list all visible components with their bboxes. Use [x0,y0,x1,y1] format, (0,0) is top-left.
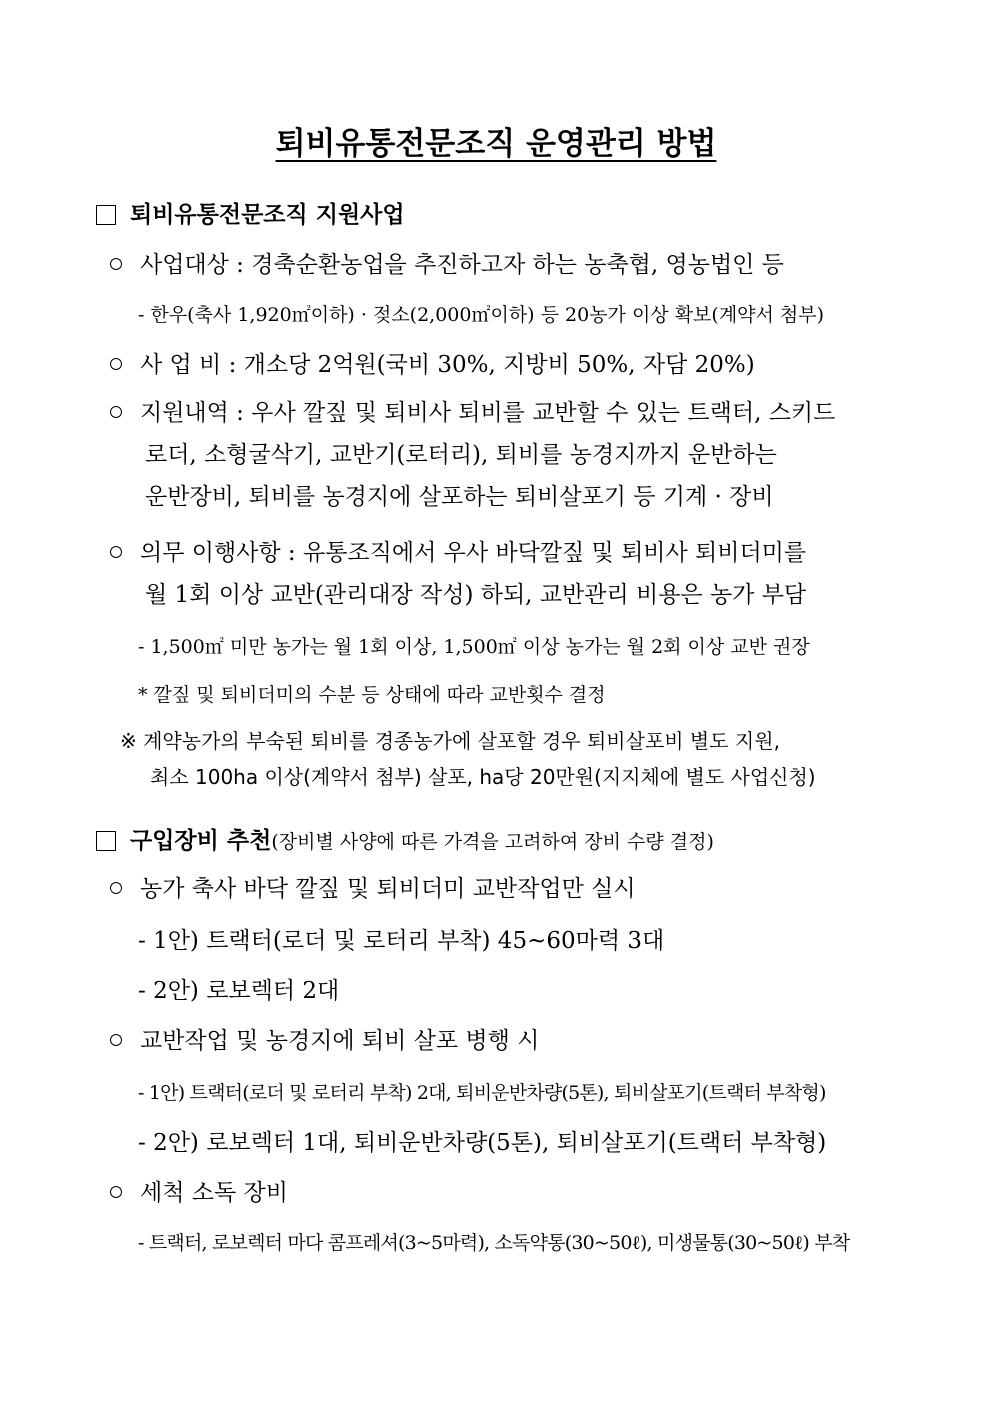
mixing-spreading-text: 교반작업 및 농경지에 퇴비 살포 병행 시 [140,1028,540,1054]
mixing-spreading-option-1: - 1안) 트랙터(로더 및 로터리 부착) 2대, 퇴비운반차량(5톤), 퇴비살포기(트랙터 부착형) [138,1082,826,1104]
bullet-circle-icon [110,1186,122,1198]
list-item-target [110,250,784,280]
checkbox-square-icon [96,831,116,851]
cleaning-text: 세척 소독 장비 [140,1180,288,1206]
section-heading-support [96,200,405,230]
duty-text-1: 의무 이행사항 : 유통조직에서 우사 바닥깔짚 및 퇴비사 퇴비더미를 [140,540,807,566]
mixing-only-text: 농가 축사 바닥 깔짚 및 퇴비더미 교반작업만 실시 [140,876,636,902]
target-text: 사업대상 : 경축순환농업을 추진하고자 하는 농축협, 영농법인 등 [140,252,784,278]
mixing-only-option-2: - 2안) 로보렉터 2대 [138,978,340,1004]
page-title: 퇴비유통전문조직 운영관리 방법 [275,126,717,162]
checkbox-square-icon [96,205,116,225]
list-item-cleaning [110,1178,288,1208]
reference-text-2: 최소 100ha 이상(계약서 첨부) 살포, ha당 20만원(지지체에 별도 사업신청) [150,765,816,789]
list-item-mixing-spreading [110,1026,539,1056]
section-heading-label: 퇴비유통전문조직 지원사업 [130,202,405,228]
target-sub-text: - 한우(축사 1,920㎡이하) · 젖소(2,000㎡이하) 등 20농가 이상 확보(계약서 첨부) [138,304,825,326]
support-text-2: 로더, 소형굴삭기, 교반기(로터리), 퇴비를 농경지까지 운반하는 [145,442,777,468]
bullet-circle-icon [110,546,122,558]
bullet-circle-icon [110,258,122,270]
support-text-1: 지원내역 : 우사 깔짚 및 퇴비사 퇴비를 교반할 수 있는 트랙터, 스키드 [140,400,836,426]
list-item-duty [110,538,806,568]
section-heading-label: 구입장비 추천 [130,828,272,854]
mixing-only-option-1: - 1안) 트랙터(로더 및 로터리 부착) 45~60마력 3대 [138,928,665,954]
list-item-cost [110,350,755,380]
section-heading-note: (장비별 사양에 따른 가격을 고려하여 장비 수량 결정) [271,831,714,853]
cleaning-sub-text: - 트랙터, 로보렉터 마다 콤프레셔(3~5마력), 소독약통(30~50ℓ), 미생물통(30~50ℓ) 부착 [138,1232,850,1254]
mixing-spreading-option-2: - 2안) 로보렉터 1대, 퇴비운반차량(5톤), 퇴비살포기(트랙터 부착형) [138,1130,827,1156]
bullet-circle-icon [110,406,122,418]
cost-text: 사 업 비 : 개소당 2억원(국비 30%, 지방비 50%, 자담 20%) [140,352,755,378]
list-item-support [110,398,835,428]
reference-text-1: ※ 계약농가의 부숙된 퇴비를 경종농가에 살포할 경우 퇴비살포비 별도 지원, [120,729,780,753]
bullet-circle-icon [110,1034,122,1046]
bullet-circle-icon [110,882,122,894]
support-text-3: 운반장비, 퇴비를 농경지에 살포하는 퇴비살포기 등 기계 · 장비 [145,484,774,510]
bullet-circle-icon [110,358,122,370]
duty-sub-text: - 1,500㎡ 미만 농가는 월 1회 이상, 1,500㎡ 이상 농가는 월 2회 이상 교반 권장 [138,636,810,658]
duty-note-text: * 깔짚 및 퇴비더미의 수분 등 상태에 따라 교반횟수 결정 [138,684,606,706]
section-heading-equipment [96,826,714,857]
list-item-mixing-only [110,874,636,904]
duty-text-2: 월 1회 이상 교반(관리대장 작성) 하되, 교반관리 비용은 농가 부담 [145,582,807,608]
